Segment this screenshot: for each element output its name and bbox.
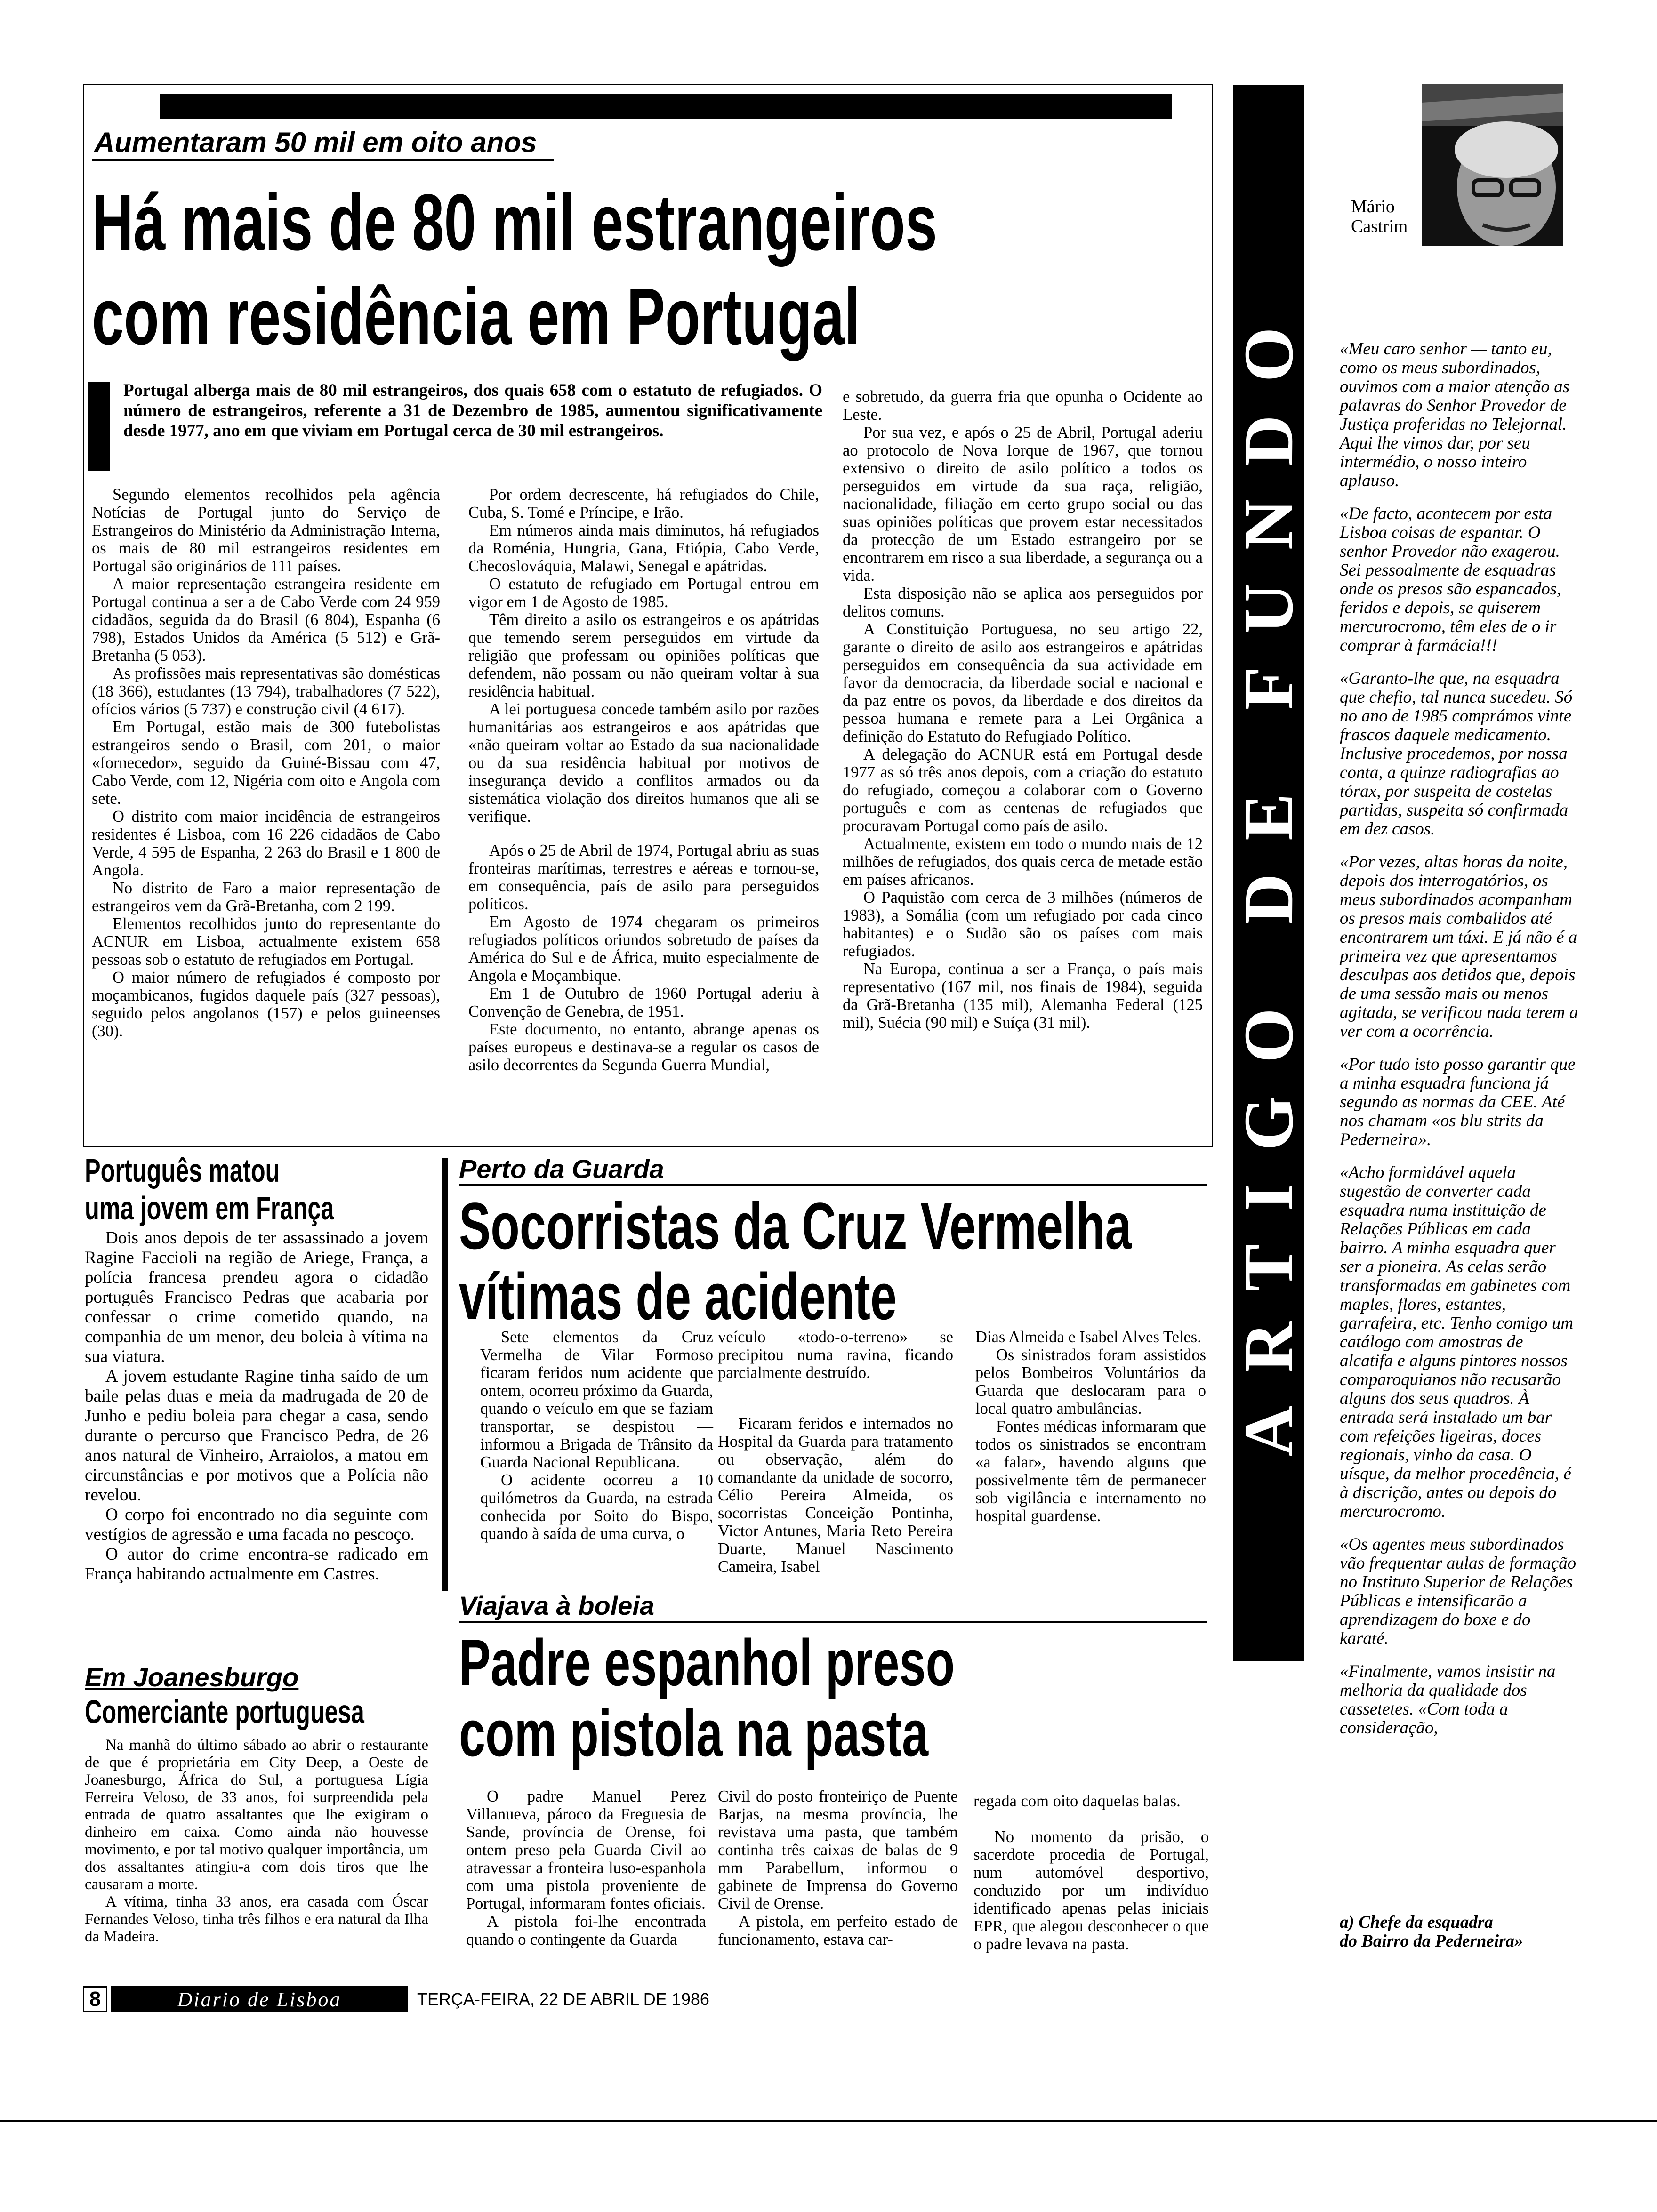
paragraph: No distrito de Faro a maior representação de estrangeiros vem da Grã-Bretanha, com 2 199. xyxy=(92,879,440,915)
main-lead: Portugal alberga mais de 80 mil estrangeiros, dos quais 658 com o estatuto de refugiados. O número de estrangeiros, referente a 31 de Dezembro de 1985, aumentou significativamente desde 1977, ano em que viviam em Portugal cerca de 30 mil estrangeiros. xyxy=(123,381,822,441)
main-col-2 xyxy=(468,486,819,1074)
main-headline-line1: Há mais de 80 mil estrangeiros xyxy=(92,178,938,267)
paragraph: Este documento, no entanto, abrange apenas os países europeus e destinava-se a regular os casos de asilo decorrentes da Segunda Guerra Mundial, xyxy=(468,1020,819,1074)
paragraph: Em 1 de Outubro de 1960 Portugal aderiu à Convenção de Genebra, de 1951. xyxy=(468,985,819,1020)
vertical-title: ARTIGO DE FUNDO xyxy=(1230,294,1308,1457)
paragraph: Por sua vez, e após o 25 de Abril, Portugal aderiu ao protocolo de Nova Iorque de 1967, que tornou extensivo o direito de asilo político a todos os perseguidos em virtude da sua raça, religião, nacionalidade, filiação em certo grupo social ou das suas opiniões políticas que provem estar necessitados da protecção de um Estado estrangeiro por se encontrarem em risco a sua liberdade, a segurança ou a vida. xyxy=(843,424,1203,585)
guarda-kicker: Perto da Guarda xyxy=(459,1154,664,1184)
paragraph: Dois anos depois de ter assassinado a jovem Ragine Faccioli na região de Ariege, França, a polícia francesa prendeu agora o cidadão português Francisco Pedras que acabaria por confessar o crime cometido quando, na companhia de um menor, deu boleia à vítima na sua viatura. xyxy=(85,1228,428,1366)
paragraph: regada com oito daquelas balas. xyxy=(973,1792,1181,1810)
paragraph: Após o 25 de Abril de 1974, Portugal abriu as suas fronteiras marítimas, terrestres e aéreas e tornou-se, em consequência, país de asilo para perseguidos políticos. xyxy=(468,842,819,913)
guarda-headline-line1: Socorristas da Cruz Vermelha xyxy=(459,1189,1132,1263)
paragraph: Em Agosto de 1974 chegaram os primeiros refugiados políticos oriundos sobretudo de países da América do Sul e de África, muito especialmente de Angola e Moçambique. xyxy=(468,913,819,985)
padre-col-2 xyxy=(718,1787,958,1948)
padre-kicker-rule xyxy=(459,1621,1207,1623)
main-kicker: Aumentaram 50 mil em oito anos xyxy=(94,127,537,158)
author-first-name: Mário xyxy=(1351,197,1395,216)
franca-body xyxy=(85,1228,428,1584)
padre-col-3 xyxy=(973,1792,1209,1953)
paragraph: A pistola, em perfeito estado de funcionamento, estava car- xyxy=(718,1913,958,1948)
franca-headline-line1: Português matou xyxy=(85,1152,280,1189)
paragraph: Esta disposição não se aplica aos perseguidos por delitos comuns. xyxy=(843,585,1203,620)
paragraph: Na manhã do último sábado ao abrir o restaurante de que é proprietária em City Deep, a Oeste de Joanesburgo, África do Sul, a portuguesa Lígia Ferreira Veloso, de 33 anos, foi surpreendida pela entrada de quatro assaltantes que lhe exigiram o dinheiro em caixa. Como ainda não houvesse movimento, e por tal motivo qualquer importância, um dos assaltantes atingiu-a com dois tiros que lhe causaram a morte. xyxy=(85,1737,428,1893)
paragraph: «Por vezes, altas horas da noite, depois dos interrogatórios, os meus subordinados acompanham os presos mais combalidos até encontrarem um táxi. E já não é a primeira vez que apresentamos desculpas aos detidos que, depois de uma sessão mais ou menos agitada, se verificou nada terem a ver com a ocorrência. xyxy=(1340,852,1578,1041)
paragraph: «Finalmente, vamos insistir na melhoria da qualidade dos cassetetes. «Com toda a consideração, xyxy=(1340,1662,1556,1738)
paragraph: A Constituição Portuguesa, no seu artigo 22, garante o direito de asilo aos estrangeiros e apátridas perseguidos em consequência da sua actividade em favor da democracia, da liberdade social e nacional e da paz entre os povos, da liberdade e dos direitos da pessoa humana e remete para a Lei Orgânica a definição do Estatuto do Refugiado Político. xyxy=(843,620,1203,745)
lead-bar xyxy=(88,382,110,471)
paragraph: Civil do posto fronteiriço de Puente Barjas, na mesma província, lhe revistava uma pasta, que também continha três caixas de balas de 9 mm Parabellum, informou o gabinete de Imprensa do Governo Civil de Orense. xyxy=(718,1787,958,1913)
paragraph: «Acho formidável aquela sugestão de converter cada esquadra numa instituição de Relações Públicas em cada bairro. A minha esquadra quer ser a pioneira. As celas serão transformadas em gabinetes com maples, flores, estantes, garrafeira, etc. Tenho comigo um catálogo com amostras de alcatifa e alguns pintores nossos comparoquianos não recusarão alguns dos seus quadros. À entrada será instalado um bar com refeições ligeiras, doces regionais, vinho da casa. O uísque, da melhor procedência, é à discrição, antes ou depois do mercurocromo. xyxy=(1340,1163,1574,1521)
paragraph: O maior número de refugiados é composto por moçambicanos, fugidos daquele país (327 pessoas), seguido pelos angolanos (157) e pelos guineenses (30). xyxy=(92,969,440,1040)
paragraph: A lei portuguesa concede também asilo por razões humanitárias aos estrangeiros e aos apátridas que «não queiram voltar ao Estado da sua nacionalidade ou da sua residência habitual por motivos de insegurança devido a conflitos armados ou da sistemática violação dos direitos humanos que ali se verifique. xyxy=(468,700,819,825)
main-col-1 xyxy=(92,486,440,1040)
paragraph: veículo «todo-o-terreno» se precipitou numa ravina, ficando parcialmente destruído. xyxy=(718,1328,953,1382)
paragraph: e sobretudo, da guerra fria que opunha o Ocidente ao Leste. xyxy=(843,388,1203,424)
paragraph: O acidente ocorreu a 10 quilómetros da Guarda, na estrada conhecida por Soito do Bispo, quando à saída de uma curva, o xyxy=(480,1471,713,1543)
padre-col-1 xyxy=(466,1787,706,1948)
paragraph: «Por tudo isto posso garantir que a minha esquadra funciona já segundo as normas da CEE. Até nos chamam «os blu strits da Pederneira». xyxy=(1340,1055,1576,1149)
paragraph: Elementos recolhidos junto do representante do ACNUR em Lisboa, actualmente existem 658 pessoas sob o estatuto de refugiados em Portugal. xyxy=(92,915,440,969)
masthead: Diario de Lisboa xyxy=(177,1988,342,2011)
author-photo xyxy=(1422,84,1563,246)
footer-rule xyxy=(0,2120,1657,2122)
paragraph: A jovem estudante Ragine tinha saído de um baile pelas duas e meia da madrugada de 20 de Junho e pediu boleia para chegar a casa, sendo durante o percurso que Francisco Pedra, de 26 anos natural de Vinheiro, Arraiolos, a matou em circunstâncias e por motivos que a Polícia não revelou. xyxy=(85,1367,428,1505)
franca-headline-line2: uma jovem em França xyxy=(85,1190,334,1226)
guarda-col-1 xyxy=(480,1328,713,1543)
vertical-title-band xyxy=(1230,85,1308,1661)
paragraph: Em Portugal, estão mais de 300 futebolistas estrangeiros sendo o Brasil, com 201, o maior «fornecedor», seguido da Guiné-Bissau com 47, Cabo Verde, com 12, Nigéria com oito e Angola com sete. xyxy=(92,718,440,808)
paragraph: A vítima, tinha 33 anos, era casada com Óscar Fernandes Veloso, tinha três filhos e era natural da Ilha da Madeira. xyxy=(85,1893,428,1945)
author-portrait-image xyxy=(1422,84,1563,246)
paragraph: Sete elementos da Cruz Vermelha de Vilar Formoso ficaram feridos num acidente que ontem, ocorreu próximo da Guarda, quando o veículo em que se faziam transportar, se despistou — informou a Brigada de Trânsito da Guarda Nacional Republicana. xyxy=(480,1328,713,1471)
guarda-col-3 xyxy=(975,1328,1206,1525)
paragraph: A delegação do ACNUR está em Portugal desde 1977 as só três anos depois, com a criação do estatuto do refugiado, começou a colaborar com o Governo português e com as centenas de refugiados que procuravam Portugal como país de asilo. xyxy=(843,745,1203,835)
footer-date: TERÇA-FEIRA, 22 DE ABRIL DE 1986 xyxy=(417,1989,709,2009)
paragraph: O corpo foi encontrado no dia seguinte com vestígios de agressão e uma facada no pescoço. xyxy=(85,1505,428,1544)
paragraph: Na Europa, continua a ser a França, o país mais representativo (167 mil, nos finais de 1984), seguida da Grã-Bretanha (135 mil), Alemanha Federal (125 mil), Suécia (90 mil) e Suíça (31 mil). xyxy=(843,960,1203,1032)
paragraph: A pistola foi-lhe encontrada quando o contingente da Guarda xyxy=(466,1913,706,1948)
top-black-bar xyxy=(160,94,1172,119)
paragraph: Actualmente, existem em todo o mundo mais de 12 milhões de refugiados, dos quais cerca de metade estão em países africanos. xyxy=(843,835,1203,889)
page-number: 8 xyxy=(89,1988,101,2011)
paragraph: Em números ainda mais diminutos, há refugiados da Roménia, Hungria, Gana, Etiópia, Cabo Verde, Checoslováquia, Malawi, Senegal e apátridas. xyxy=(468,521,819,575)
paragraph: Segundo elementos recolhidos pela agência Notícias de Portugal junto do Serviço de Estrangeiros do Ministério da Administração Interna, os mais de 80 mil estrangeiros residentes em Portugal são originários de 111 países. xyxy=(92,486,440,575)
joanesburgo-body xyxy=(85,1737,428,1946)
paragraph: O distrito com maior incidência de estrangeiros residentes é Lisboa, com 16 226 cidadãos de Cabo Verde, 4 595 de Espanha, 2 263 do Brasil e 1 800 de Angola. xyxy=(92,808,440,879)
guarda-left-rule xyxy=(442,1158,448,1591)
padre-headline-line1: Padre espanhol preso xyxy=(459,1626,955,1699)
column-body xyxy=(1340,340,1580,1752)
guarda-headline-line2: vítimas de acidente xyxy=(459,1259,897,1333)
paragraph: Os sinistrados foram assistidos pelos Bombeiros Voluntários da Guarda que deslocaram para o local quatro ambulâncias. xyxy=(975,1346,1206,1418)
paragraph: O estatuto de refugiado em Portugal entrou em vigor em 1 de Agosto de 1985. xyxy=(468,575,819,611)
paragraph: O Paquistão com cerca de 3 milhões (números de 1983), a Somália (com um refugiado por cada cinco habitantes) e o Sudão são os países com mais refugiados. xyxy=(843,889,1203,960)
main-headline-line2: com residência em Portugal xyxy=(92,272,861,361)
padre-headline-line2: com pistola na pasta xyxy=(459,1696,929,1770)
paragraph: Têm direito a asilo os estrangeiros e os apátridas que temendo serem perseguidos em virtude da religião que professam ou opiniões políticas que defendem, não possam ou não queiram voltar à sua residência habitual. xyxy=(468,611,819,700)
paragraph: Ficaram feridos e internados no Hospital da Guarda para tratamento ou observação, além do comandante da unidade de socorro, Célio Pereira Almeida, os socorristas Conceição Pontinha, Victor Antunes, Maria Reto Pereira Duarte, Manuel Nascimento Cameira, Isabel xyxy=(718,1415,953,1576)
paragraph: «De facto, acontecem por esta Lisboa coisas de espantar. O senhor Provedor não exagerou. Sei pessoalmente de esquadras onde os presos são espancados, feridos e depois, se quiserem mercurocromo, têm eles de o ir comprar à farmácia!!! xyxy=(1340,504,1561,655)
signature-line: do Bairro da Pederneira» xyxy=(1340,1931,1523,1951)
guarda-col-2 xyxy=(718,1328,953,1576)
footer-masthead-box xyxy=(111,1986,408,2012)
paragraph: O autor do crime encontra-se radicado em França habitando actualmente em Castres. xyxy=(85,1545,428,1584)
column-signature xyxy=(1340,1913,1585,1951)
paragraph: Dias Almeida e Isabel Alves Teles. xyxy=(975,1328,1201,1346)
paragraph: A maior representação estrangeira residente em Portugal continua a ser a de Cabo Verde com 24 959 cidadãos, seguida da do Brasil (6 804), Espanha (6 798), Estados Unidos da América (5 512) e Grã-Bretanha (5 053). xyxy=(92,575,440,665)
paragraph: As profissões mais representativas são domésticas (18 366), estudantes (13 794), trabalhadores (7 522), ofícios vários (5 737) e construção civil (4 617). xyxy=(92,665,440,718)
paragraph: No momento da prisão, o sacerdote procedia de Portugal, num automóvel desportivo, conduzido por um indivíduo identificado apenas pelas iniciais EPR, que alegou desconhecer o que o padre levava na pasta. xyxy=(973,1828,1209,1953)
paragraph: Por ordem decrescente, há refugiados do Chile, Cuba, S. Tomé e Príncipe, e Irão. xyxy=(468,486,819,521)
kicker-rule xyxy=(92,159,554,161)
paragraph: «Meu caro senhor — tanto eu, como os meus subordinados, ouvimos com a maior atenção as palavras do Senhor Provedor de Justiça proferidas no Telejornal. Aqui lhe vimos dar, por seu intermédio, o nosso inteiro aplauso. xyxy=(1340,339,1570,490)
paragraph: Fontes médicas informaram que todos os sinistrados se encontram «a falar», havendo alguns que possivelmente têm de permanecer sob vigilância e internamento no hospital guardense. xyxy=(975,1418,1206,1525)
paragraph: «Os agentes meus subordinados vão frequentar aulas de formação no Instituto Superior de Relações Públicas e intensificarão a aprendizagem do boxe e do karaté. xyxy=(1340,1535,1577,1648)
padre-kicker: Viajava à boleia xyxy=(459,1591,655,1620)
paragraph: «Garanto-lhe que, na esquadra que chefio, tal nunca sucedeu. Só no ano de 1985 comprámos vinte frascos daquele medicamento. Inclusive procedemos, por nossa conta, a quinze radiografias ao tórax, por suspeita de costelas partidas, suspeita só confirmada em dez casos. xyxy=(1340,669,1573,839)
joanesburgo-kicker: Em Joanesburgo xyxy=(85,1662,299,1692)
signature-line: a) Chefe da esquadra xyxy=(1340,1913,1493,1932)
joanesburgo-headline: Comerciante portuguesa xyxy=(85,1693,364,1730)
main-col-3 xyxy=(843,388,1203,1032)
author-last-name: Castrim xyxy=(1351,216,1408,236)
paragraph: O padre Manuel Perez Villanueva, pároco da Freguesia de Sande, província de Orense, foi ontem preso pela Guarda Civil ao atravessar a fronteira luso-espanhola com uma pistola proveniente de Portugal, informaram fontes oficiais. xyxy=(466,1787,706,1913)
guarda-kicker-rule xyxy=(459,1184,1207,1186)
footer-page-number-box xyxy=(83,1986,107,2012)
